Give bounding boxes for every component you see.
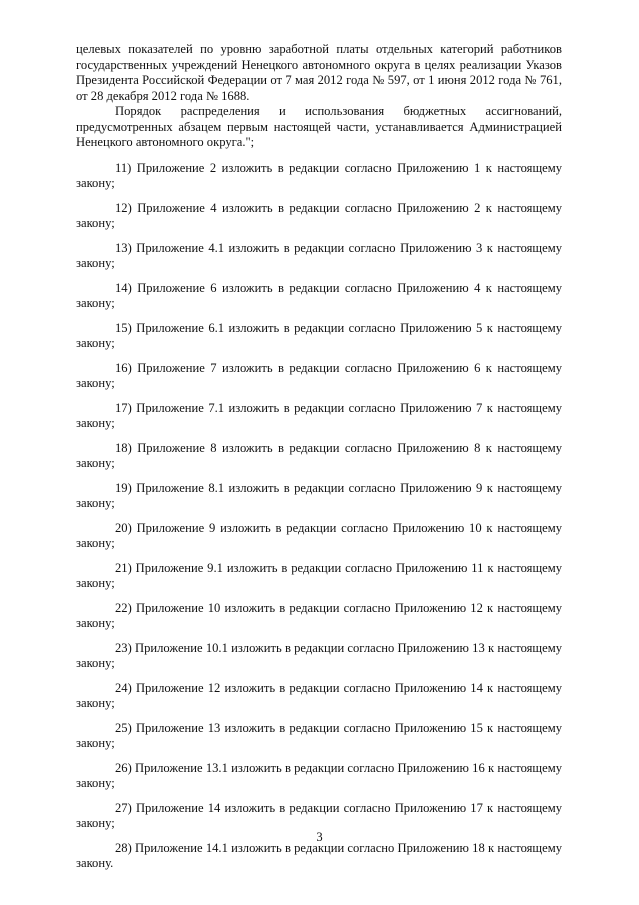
amendment-item: 12) Приложение 4 изложить в редакции согласно Приложению 2 к настоящему закону; xyxy=(76,200,562,230)
amendment-item: 22) Приложение 10 изложить в редакции согласно Приложению 12 к настоящему закону; xyxy=(76,600,562,630)
amendment-item: 20) Приложение 9 изложить в редакции согласно Приложению 10 к настоящему закону; xyxy=(76,520,562,550)
intro-paragraph: Порядок распределения и использования бюджетных ассигнований, предусмотренных абзацем первым настоящей части, устанавливается Администрацией Ненецкого автономного округа."; xyxy=(76,104,562,149)
amendment-item: 27) Приложение 14 изложить в редакции согласно Приложению 17 к настоящему закону; xyxy=(76,800,562,830)
amendment-item: 24) Приложение 12 изложить в редакции согласно Приложению 14 к настоящему закону; xyxy=(76,680,562,710)
amendment-item: 19) Приложение 8.1 изложить в редакции согласно Приложению 9 к настоящему закону; xyxy=(76,480,562,510)
amendment-item: 23) Приложение 10.1 изложить в редакции согласно Приложению 13 к настоящему закону; xyxy=(76,640,562,670)
amendment-item: 13) Приложение 4.1 изложить в редакции согласно Приложению 3 к настоящему закону; xyxy=(76,240,562,270)
amendment-item: 11) Приложение 2 изложить в редакции согласно Приложению 1 к настоящему закону; xyxy=(76,160,562,190)
document-page xyxy=(76,42,562,881)
amendment-item: 18) Приложение 8 изложить в редакции согласно Приложению 8 к настоящему закону; xyxy=(76,440,562,470)
amendment-item: 16) Приложение 7 изложить в редакции согласно Приложению 6 к настоящему закону; xyxy=(76,360,562,390)
amendment-item: 15) Приложение 6.1 изложить в редакции согласно Приложению 5 к настоящему закону; xyxy=(76,320,562,350)
intro-paragraph: целевых показателей по уровню заработной платы отдельных категорий работников государственных учреждений Ненецкого автономного округа в целях реализации Указов Президента Российской Федерации от 7 мая 2012 года № 597, от 1 июня 2012 года № 761, от 28 декабря 2012 года № 1688. xyxy=(76,42,562,103)
page-number: 3 xyxy=(316,830,323,844)
amendment-item: 21) Приложение 9.1 изложить в редакции согласно Приложению 11 к настоящему закону; xyxy=(76,560,562,590)
amendment-item: 25) Приложение 13 изложить в редакции согласно Приложению 15 к настоящему закону; xyxy=(76,720,562,750)
amendment-item: 26) Приложение 13.1 изложить в редакции согласно Приложению 16 к настоящему закону; xyxy=(76,760,562,790)
amendment-item: 17) Приложение 7.1 изложить в редакции согласно Приложению 7 к настоящему закону; xyxy=(76,400,562,430)
amendment-item: 14) Приложение 6 изложить в редакции согласно Приложению 4 к настоящему закону; xyxy=(76,280,562,310)
amendment-item: 28) Приложение 14.1 изложить в редакции согласно Приложению 18 к настоящему закону. xyxy=(76,840,562,870)
